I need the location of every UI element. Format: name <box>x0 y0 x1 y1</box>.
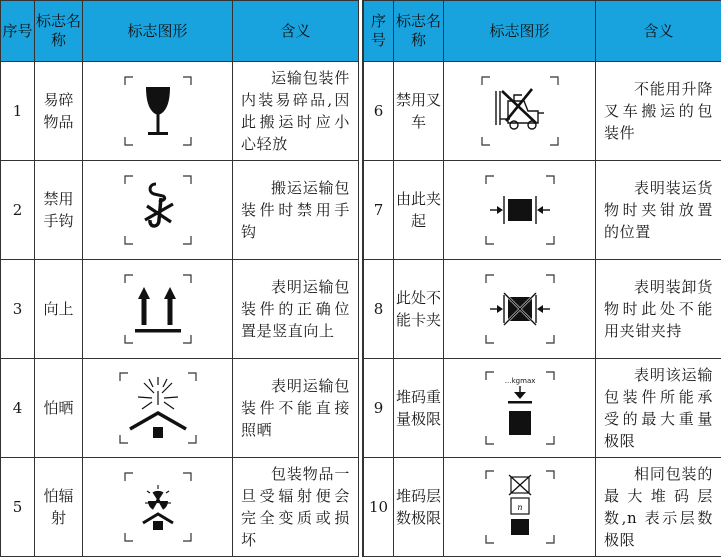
row-symbol <box>444 161 596 260</box>
table-row <box>1 359 359 458</box>
keep-away-from-sunlight-icon <box>118 371 198 445</box>
row-name: 禁用手钩 <box>35 161 83 260</box>
stacking-weight-limit-icon <box>484 370 556 446</box>
row-index: 8 <box>364 260 394 359</box>
header-name: 标志名称 <box>35 1 83 62</box>
row-index: 7 <box>364 161 394 260</box>
fragile-glass-icon <box>123 75 193 147</box>
row-index: 2 <box>1 161 35 260</box>
row-name: 此处不能卡夹 <box>394 260 444 359</box>
no-forklift-icon <box>480 75 560 147</box>
row-meaning: 表明运输包装件不能直接照晒 <box>233 359 359 458</box>
row-index: 5 <box>1 458 35 557</box>
protect-from-radiation-icon <box>123 471 193 543</box>
stacking-layer-limit-icon <box>484 469 556 545</box>
table-row <box>364 359 721 458</box>
table-row <box>364 62 721 161</box>
row-index: 6 <box>364 62 394 161</box>
row-meaning: 不能用升降叉车搬运的包装件 <box>596 62 721 161</box>
do-not-clamp-here-icon <box>484 273 556 345</box>
table-row <box>1 161 359 260</box>
row-meaning: 表明运输包装件的正确位置是竖直向上 <box>233 260 359 359</box>
table-row <box>364 458 721 557</box>
layer-limit-label: n <box>516 503 523 512</box>
table-row <box>1 62 359 161</box>
table-right-half <box>363 0 721 557</box>
row-index: 4 <box>1 359 35 458</box>
row-symbol <box>83 62 233 161</box>
row-name: 怕辐射 <box>35 458 83 557</box>
marks-table-right <box>363 0 721 557</box>
row-index: 9 <box>364 359 394 458</box>
header-name: 标志名称 <box>394 1 444 62</box>
row-meaning: 表明装卸货物时此处不能用夹钳夹持 <box>596 260 721 359</box>
header-symbol: 标志图形 <box>444 1 596 62</box>
row-name: 向上 <box>35 260 83 359</box>
marks-table-left <box>0 0 359 557</box>
row-symbol <box>83 458 233 557</box>
row-symbol <box>83 359 233 458</box>
row-symbol <box>444 260 596 359</box>
weight-limit-label: …kgmax <box>504 377 535 385</box>
row-name: 怕晒 <box>35 359 83 458</box>
row-name: 由此夹起 <box>394 161 444 260</box>
row-meaning: 相同包装的最大堆码层数,n 表示层数极限 <box>596 458 721 557</box>
row-name: 堆码层数极限 <box>394 458 444 557</box>
row-meaning: 运输包装件内装易碎品,因此搬运时应小心轻放 <box>233 62 359 161</box>
row-symbol <box>83 260 233 359</box>
row-meaning: 包装物品一旦受辐射便会完全变质或损坏 <box>233 458 359 557</box>
table-row <box>1 260 359 359</box>
header-symbol: 标志图形 <box>83 1 233 62</box>
header-row <box>364 1 721 62</box>
row-name: 禁用叉车 <box>394 62 444 161</box>
row-name: 堆码重量极限 <box>394 359 444 458</box>
row-symbol <box>444 359 596 458</box>
row-symbol <box>444 458 596 557</box>
header-row <box>1 1 359 62</box>
row-name: 易碎物品 <box>35 62 83 161</box>
header-meaning: 含义 <box>233 1 359 62</box>
table-left-half <box>0 0 358 557</box>
clamp-here-icon <box>484 174 556 246</box>
row-index: 10 <box>364 458 394 557</box>
header-index: 序号 <box>1 1 35 62</box>
row-meaning: 搬运运输包装件时禁用手钩 <box>233 161 359 260</box>
row-index: 1 <box>1 62 35 161</box>
row-index: 3 <box>1 260 35 359</box>
no-hand-hook-icon <box>123 174 193 246</box>
row-meaning: 表明该运输包装件所能承受的最大重量极限 <box>596 359 721 458</box>
this-way-up-icon <box>123 273 193 345</box>
table-row <box>1 458 359 557</box>
table-row <box>364 260 721 359</box>
header-index: 序号 <box>364 1 394 62</box>
row-meaning: 表明装运货物时夹钳放置的位置 <box>596 161 721 260</box>
header-meaning: 含义 <box>596 1 721 62</box>
table-row <box>364 161 721 260</box>
row-symbol <box>83 161 233 260</box>
row-symbol <box>444 62 596 161</box>
